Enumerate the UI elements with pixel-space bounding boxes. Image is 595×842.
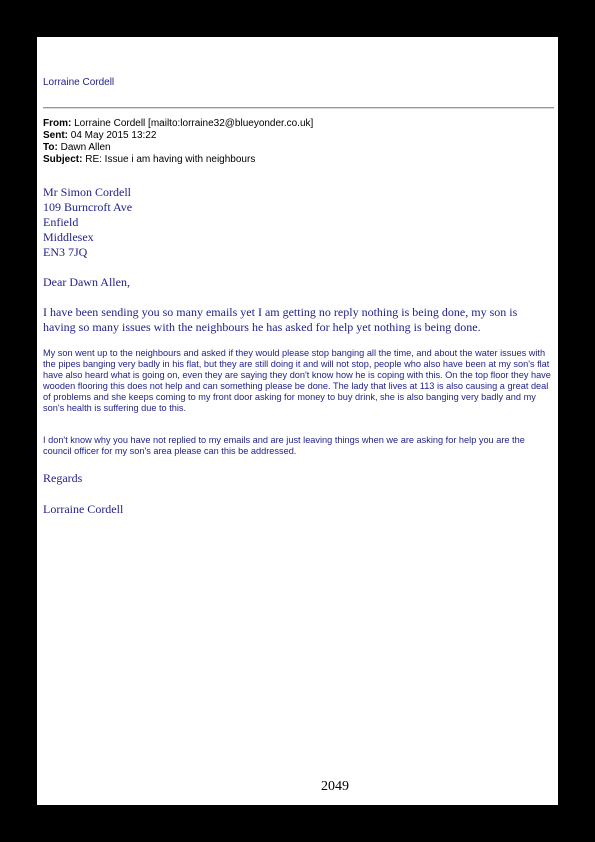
sent-value: 04 May 2015 13:22	[70, 130, 157, 141]
from-label: From:	[43, 118, 72, 129]
from-line	[43, 118, 553, 130]
address-line-3: Enfield	[43, 215, 79, 229]
greeting: Dear Dawn Allen,	[43, 275, 130, 289]
from-value: Lorraine Cordell [mailto:lorraine32@blueyonder.co.uk]	[74, 118, 314, 129]
sent-line	[43, 130, 553, 142]
email-meta	[43, 118, 553, 166]
address-line-1: Mr Simon Cordell	[43, 185, 132, 199]
page-number: 2049	[321, 779, 349, 794]
address-line-4: Middlesex	[43, 230, 94, 244]
body-paragraph-3: I don't know why you have not replied to my emails and are just leaving things when we are asking for help you are the council officer for my son's area please can this be addressed.	[43, 435, 525, 456]
to-label: To:	[43, 142, 58, 153]
closing: Regards	[43, 471, 83, 485]
subject-line	[43, 154, 553, 166]
body-paragraph-2: My son went up to the neighbours and asked if they would please stop banging all the time, and about the water issues with the pipes banging very badly in his flat, but they are still doing it and will not stop, people who also have been at my son's flat have also heard what is going on, even they are saying they don't know how he is coping with this. On the top floor they have wooden flooring this does not help and can something please be done. The lady that lives at 113 is also causing a great deal of problems and she keeps coming to my front door asking for money to buy drink, she is also banging very badly and my son's health is suffering due to this.	[43, 348, 551, 413]
subject-value: RE: Issue i am having with neighbours	[85, 154, 256, 165]
sender-header: Lorraine Cordell	[43, 77, 115, 88]
subject-label: Subject:	[43, 154, 83, 165]
body-paragraph-1: I have been sending you so many emails yet I am getting no reply nothing is being done, my son is having so many issues with the neighbours he has asked for help yet nothing is being done.	[43, 305, 518, 334]
header-divider	[43, 107, 554, 109]
address-line-5: EN3 7JQ	[43, 245, 88, 259]
to-line	[43, 142, 553, 154]
to-value: Dawn Allen	[60, 142, 111, 153]
document-page	[37, 37, 558, 805]
address-block	[43, 185, 132, 260]
sent-label: Sent:	[43, 130, 68, 141]
signature: Lorraine Cordell	[43, 502, 124, 516]
address-line-2: 109 Burncroft Ave	[43, 200, 133, 214]
